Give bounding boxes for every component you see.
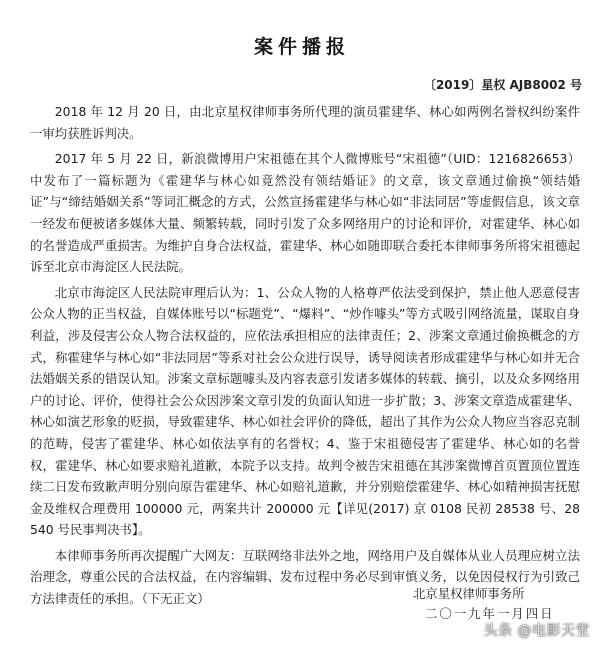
- paragraph-court-ruling: 北京市海淀区人民法院审理后认为：1、公众人物的人格尊严依法受到保护，禁止他人恶意侵害公众人物的正当权益，自媒体账号以“标题党”、“爆料”、“炒作噱头”等方式吸引网络流量，谋取自身利益，涉及侵害公众人物合法权益的，应依法承担相应的法律责任；2、涉案文章通过偷换概念的方式，称霍建华与林心如“非法同居”等系对社会公众进行误导，诱导阅读者形成霍建华与林心如并无合法婚姻关系的错误认知。涉案文章标题噱头及内容表意引发诸多媒体的转载、摘引，以及众多网络用户的讨论、评价，使得社会公众因涉案文章引发的负面认知进一步扩散；3、涉案文章造成霍建华、林心如演艺形象的贬损，导致霍建华、林心如社会评价的降低，超出了其作为公众人物应当容忍克制的范畴，侵害了霍建华、林心如依法享有的名誉权；4、鉴于宋祖德侵害了霍建华、林心如的名誉权，霍建华、林心如要求赔礼道歉，本院予以支持。故判令被告宋祖德在其涉案微博首页置顶位置连续二日发布致歉声明分别向原告霍建华、林心如赔礼道歉，并分别赔偿霍建华、林心如精神损害抚慰金及维权合理费用 100000 元，两案共计 200000 元【详见(2017) 京 0108 民初 28538 号、28540 号民事判决书】。: [30, 284, 580, 538]
- document-title: 案件播报: [253, 36, 350, 58]
- paragraph-reminder: 本律师事务所再次提醒广大网友：互联网络非法外之地，网络用户及自媒体从业人员理应树立法治理念，尊重公民的合法权益，在内容编辑、发布过程中务必尽到审慎义务，以免因侵权行为引致己方法律责任的承担。（下无正文）: [30, 547, 580, 607]
- paragraph-background: 2017 年 5 月 22 日，新浪微博用户宋祖德在其个人微博账号“宋祖德”（UID：1216826653）中发布了一篇标题为《霍建华与林心如竟然没有领结婚证》的文章，该文章通过偷换“领结婚证”与“缔结婚姻关系”等词汇概念的方式，公然宣扬霍建华与林心如“非法同居”等虚假信息，该文章一经发布便被诸多媒体大量、频繁转载，同时引发了众多网络用户的讨论和评价，对霍建华、林心如的名誉造成严重损害。为维护自身合法权益，霍建华、林心如随即联合委托本律师事务所将宋祖德起诉至北京市海淀区人民法院。: [30, 151, 580, 275]
- watermark-label: 头条 @电影天堂: [483, 623, 590, 639]
- signature-block: [413, 584, 555, 624]
- signature-firm: 北京星权律师事务所: [413, 586, 525, 601]
- signature-date: 二〇一九年一月四日: [425, 606, 555, 621]
- document-body: [30, 101, 580, 610]
- paragraph-intro: 2018 年 12 月 20 日，由北京星权律师事务所代理的演员霍建华、林心如两例名誉权纠纷案件一审均获胜诉判决。: [30, 104, 580, 141]
- document-number: 〔2019〕星权 AJB8002 号: [423, 78, 582, 92]
